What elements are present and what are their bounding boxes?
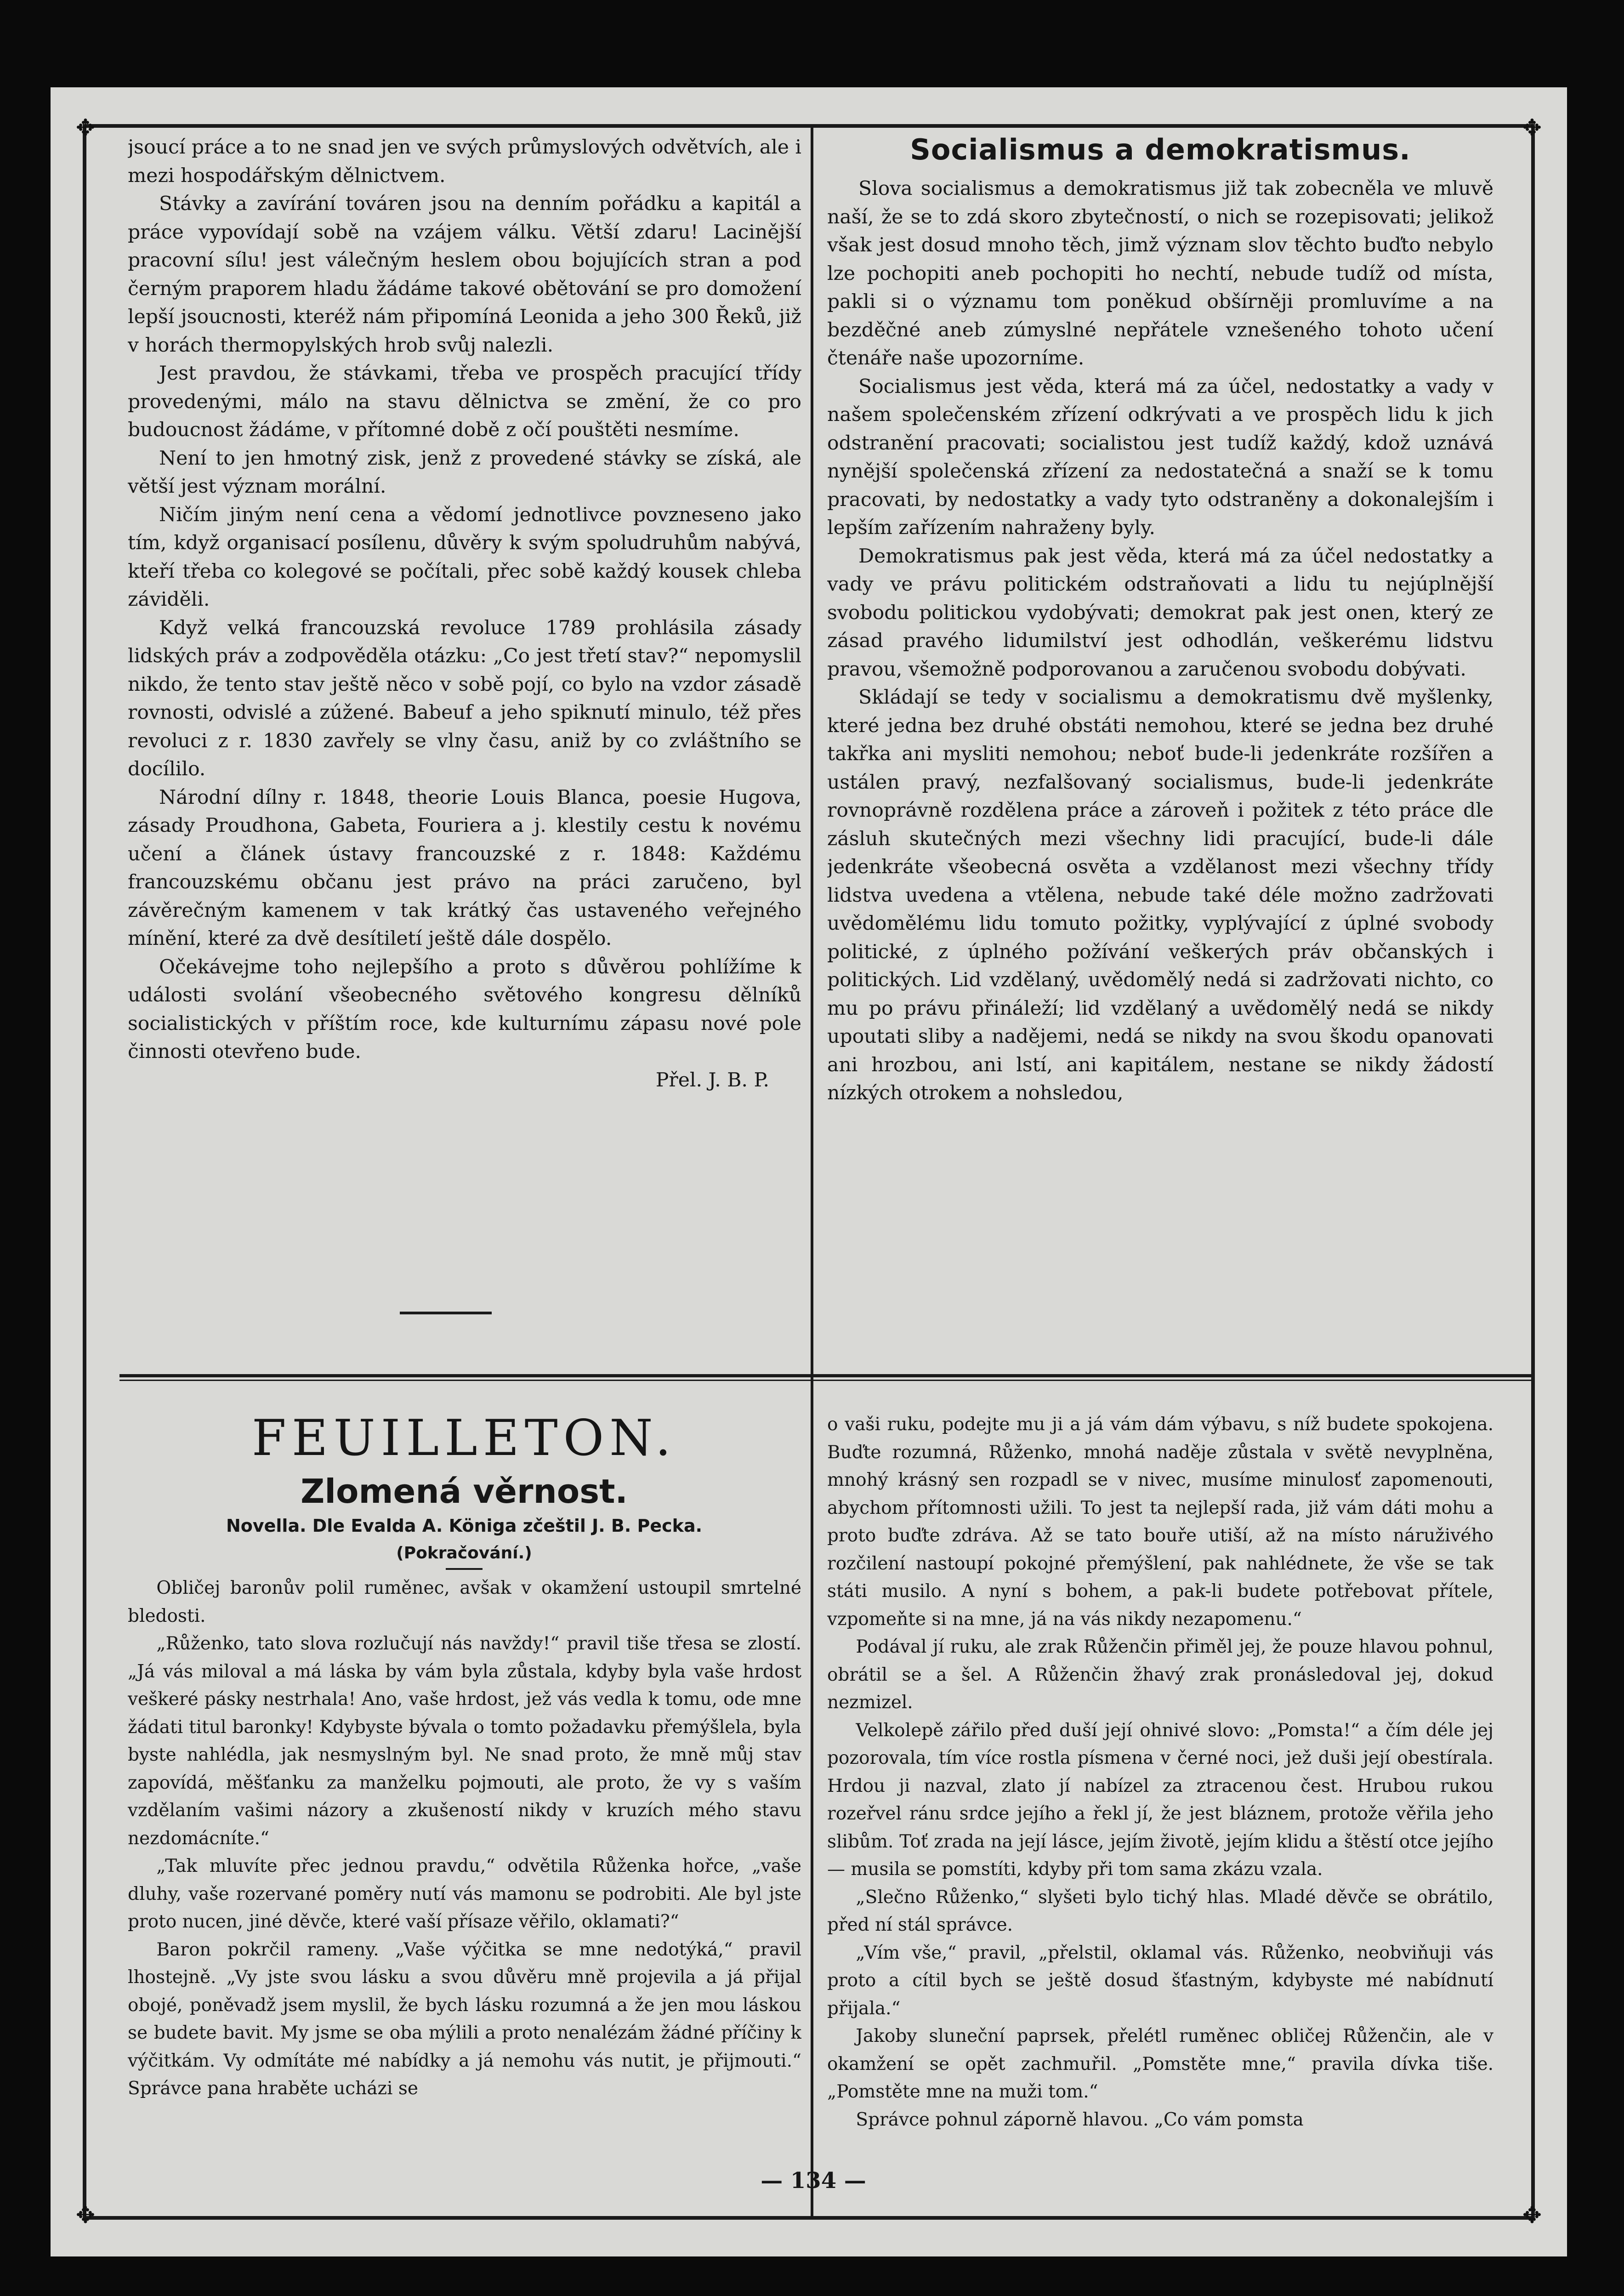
story-paragraph: „Růženko, tato slova rozlučují nás navždy!“ pravil tiše třesa se zlostí. „Já vás miloval a má láska by vám byla zůstala, kdyby byla vaše hrdost veškeré pásky nestrhala! Ano, vaše hrdost, jež vás vedla k tomu, ode mne žádati titul baronky! Kdybyste bývala o tomto požadavku přemýšlela, byla byste nahlédla, jak nesmyslným byl. Ne snad proto, že mně můj stav zapovídá, měšťanku za manželku pojmouti, ale proto, že vy s vaším vzdělaním vašimi názory a zkušeností nikdy v kruzích mého stavu nezdomácníte.“ (128, 1633, 801, 1849)
article-paragraph: Očekávejme toho nejlepšího a proto s důvěrou pohlížíme k události svolání všeobecného světového kongresu dělníků socialistických v příštím roce, kde kulturnímu zápasu nové pole činnosti otevřeno bude. (128, 955, 801, 1063)
corner-ornament-icon: ✥ (76, 2202, 95, 2228)
column-divider (811, 128, 813, 2216)
article-paragraph: Jest pravdou, že stávkami, třeba ve prospěch pracující třídy provedenými, málo na stavu dělnictva se změní, že co pro budoucnost žádáme, v přítomné době z očí pouštěti nesmíme. (128, 362, 801, 441)
story-subtitle: Novella. Dle Evalda A. Königa zčeštil J. B. Pecka. (226, 1516, 703, 1536)
article-signature: Přel. J. B. P. (655, 1068, 769, 1091)
story-paragraph: o vaši ruku, podejte mu ji a já vám dám výbavu, s níž budete spokojena. Buďte rozumná, Růženko, mnohá naděje zůstala v světě nevyplněna, mnohý krásný sen rozpadl se v nivec, musíme minulosť zapomenouti, abychom přítomnosti užili. To jest ta nejlepší rada, již vám dáti mohu a proto buďte zdráva. Až se tato bouře utiší, až na místo náruživého rozčilení nastoupí pokojné přemýšlení, pak nahlédnete, že vše se tak státi musilo. A nyní s bohem, a pak-li budete potřebovat přítele, vzpomeňte si na mne, já na vás nikdy nezapomenu.“ (827, 1414, 1493, 1630)
story-paragraph: Podával jí ruku, ale zrak Růženčin přiměl jej, že pouze hlavou pohnul, obrátil se a šel. A Růženčin žhavý zrak pronásledoval jej, dokud nezmizel. (827, 1637, 1493, 1713)
corner-ornament-icon: ✥ (1522, 2202, 1542, 2228)
story-paragraph: „Vím vše,“ pravil, „přelstil, oklamal vás. Růženko, neobviňuji vás proto a cítil bych se ještě dosud šťastným, kdybyste mé nabídnutí přijala.“ (827, 1942, 1493, 2019)
story-rule (446, 1568, 483, 1570)
story-paragraph: Správce pohnul záporně hlavou. „Co vám pomsta (856, 2109, 1304, 2130)
article-paragraph: Stávky a zavírání továren jsou na denním pořádku a kapitál a práce vypovídají sobě na vzájem válku. Větší zdaru! Lacinější pracovní sílu! jest válečným heslem obou bojujících stran a pod černým praporem hladu žádáme takové obětování se pro domožení lepší jsoucnosti, kteréž nám připomíná Leonida a jeho 300 Řeků, již v horách thermopylských hrob svůj nalezli. (128, 193, 801, 357)
article-paragraph: Slova socialismus a demokratismus již tak zobecněla ve mluvě naší, že se to zdá skoro zbytečností, o nich se rozepisovati; jelikož však jest dosud mnoho těch, jimž význam slov těchto buďto nebylo lze pochopiti aneb pochopiti ho nechtí, nebude tudíž od místa, pakli si o významu tom poněkud obšírněji promluvíme a na bezděčné aneb zúmyslné nepřátele vznešeného tohoto učení čtenáře naše upozorníme. (827, 177, 1493, 369)
right-article (827, 131, 1493, 1368)
feuilleton-separator-thin (119, 1380, 1535, 1381)
story-paragraph: Obličej baronův polil ruměnec, avšak v okamžení ustoupil smrtelné bledosti. (128, 1578, 801, 1626)
left-article (128, 133, 801, 1301)
article-paragraph: Není to jen hmotný zisk, jenž z provedené stávky se získá, ale větší jest význam morální. (128, 447, 801, 498)
story-paragraph: „Slečno Růženko,“ slyšeti bylo tichý hlas. Mladé děvče se obrátilo, před ní stál správce. (827, 1887, 1493, 1935)
article-end-rule (400, 1312, 492, 1314)
article-paragraph: Když velká francouzská revoluce 1789 prohlásila zásady lidských práv a zodpověděla otázku: „Co jest třetí stav?“ nepomyslil nikdo, že tento stav ještě něco v sobě pojí, co bylo na vzdor zásadě rovnosti, odvislé a zúžené. Babeuf a jeho spiknutí minulo, též přes revoluci z r. 1830 zavřely se vlny času, aniž by co zvláštního se docílilo. (128, 616, 801, 780)
corner-ornament-icon: ✥ (76, 114, 95, 141)
feuilleton-separator (119, 1374, 1535, 1377)
story-paragraph: Baron pokrčil rameny. „Vaše výčitka se mne nedotýká,“ pravil lhostejně. „Vy jste svou lásku a svou důvěru mně projevila a já přijal obojé, poněvadž jsem myslil, že bych lásku rozumná a že jen mou láskou se budete bavit. My jsme se oba mýlili a proto nenalézám žádné příčiny k výčitkám. Vy odmítáte mé nabídky a já nemohu vás nutit, je přijmouti.“ Správce pana hraběte ucházi se (128, 1939, 801, 2099)
article-paragraph: Socialismus jest věda, která má za účel, nedostatky a vady v našem společenském zřízení odkrývati a ve prospěch lidu k jich odstranění pracovati; socialistou jest tudíž každý, kdož uznává nynější společenská zřízení za nedostatečná a snaží se k tomu pracovati, by nedostatky a vady tyto odstraněny a dokonalejším i lepším zařízením nahraženy byly. (827, 375, 1493, 539)
story-paragraph: Jakoby sluneční paprsek, přelétl ruměnec obličej Růženčin, ale v okamžení se opět zachmuřil. „Pomstěte mne,“ pravila dívka tiše. „Pomstěte mne na muži tom.“ (827, 2026, 1493, 2102)
story-paragraph: „Tak mluvíte přec jednou pravdu,“ odvětila Růženka hořce, „vaše dluhy, vaše rozervané poměry nutí vás mamonu se podrobiti. Ale byl jste proto nucen, jiné děvče, které vaší přísaze věřilo, oklamati?“ (128, 1856, 801, 1932)
article-paragraph: Skládají se tedy v socialismu a demokratismu dvě myšlenky, které jedna bez druhé obstáti nemohou, které se jedna bez druhé takřka ani mysliti nemohou; neboť bude-li jedenkráte rozšířen a ustálen pravý, nezfalšovaný socialismus, bude-li jedenkráte rovnoprávně rozdělena práce a zároveň i požitek z této práce dle zásluh skutečných mezi všechny lidi pracující, bude-li dále jedenkráte všeobecná osvěta a vzdělanost mezi všechny třídy lidstva uvedena a vtělena, nebude také déle možno zadržovati uvědomělému lidu tomuto požitky, vyplývající z úplné svobody politické, z úplného požívání veškerých práv občanských i politických. Lid vzdělaný, uvědomělý nedá si zadržovati nichto, co mu po právu přináleží; lid vzdělaný a uvědomělý nedá se nikdy upoutati sliby a nadějemi, nedá se nikdy na svou škodu opanovati ani hrozbou, ani lstí, ani kapitálem, nestane se nikdy žádostí nízkých otrokem a nohsledou, (827, 686, 1493, 1104)
page-number: — 134 — (761, 2168, 866, 2194)
article-paragraph: Demokratismus pak jest věda, která má za účel nedostatky a vady ve právu politickém odstraňovati a lidu tu nejúplnější svobodu politickou vydobývati; demokrat pak jest onen, který ze zásad pravého lidumilství jest odhodlán, veškerému lidstvu pravou, všemožně podporovanou a zaručenou svobodu dobývati. (827, 545, 1493, 681)
article-paragraph: jsoucí práce a to ne snad jen ve svých průmyslových odvětvích, ale i mezi hospodářským dělnictvem. (128, 136, 801, 187)
corner-ornament-icon: ✥ (1522, 114, 1542, 141)
story-continuation: (Pokračování.) (396, 1544, 532, 1563)
story-paragraph: Velkolepě zářilo před duší její ohnivé slovo: „Pomsta!“ a čím déle jej pozorovala, tím více rostla písmena v černé noci, jež duši její obestírala. Hrdou ji nazval, zlato jí nabízel za ztracenou čest. Hrubou rukou rozeřvel ránu srdce jejího a řekl jí, že jest bláznem, protože věřila jeho slibům. Toť zrada na její lásce, jejím životě, jejím klidu a štěstí otce jejího — musila se pomstíti, kdyby při tom sama zkázu vzala. (827, 1720, 1493, 1880)
article-paragraph: Ničím jiným není cena a vědomí jednotlivce povzneseno jako tím, když organisací posílenu, důvěry k svým spoludruhům nabývá, kteří třeba co kolegové se počítali, přec sobě každý kousek chleba záviděli. (128, 503, 801, 611)
feuilleton-label: FEUILLETON. (251, 1409, 677, 1467)
feuilleton-left (128, 1574, 801, 2163)
feuilleton-right (827, 1411, 1493, 2165)
article-paragraph: Národní dílny r. 1848, theorie Louis Blanca, poesie Hugova, zásady Proudhona, Gabeta, Fouriera a j. klestily cestu k novému učení a článek ústavy francouzské z r. 1848: Každému francouzskému občanu jest právo na práci zaručeno, byl závěrečným kamenem v tak krátký čas ustaveného veřejného mínění, které za dvě desítiletí ještě dále dospělo. (128, 786, 801, 950)
article-heading: Socialismus a demokratismus. (910, 133, 1411, 166)
story-title: Zlomená věrnost. (301, 1472, 628, 1511)
newspaper-page (51, 87, 1567, 2256)
